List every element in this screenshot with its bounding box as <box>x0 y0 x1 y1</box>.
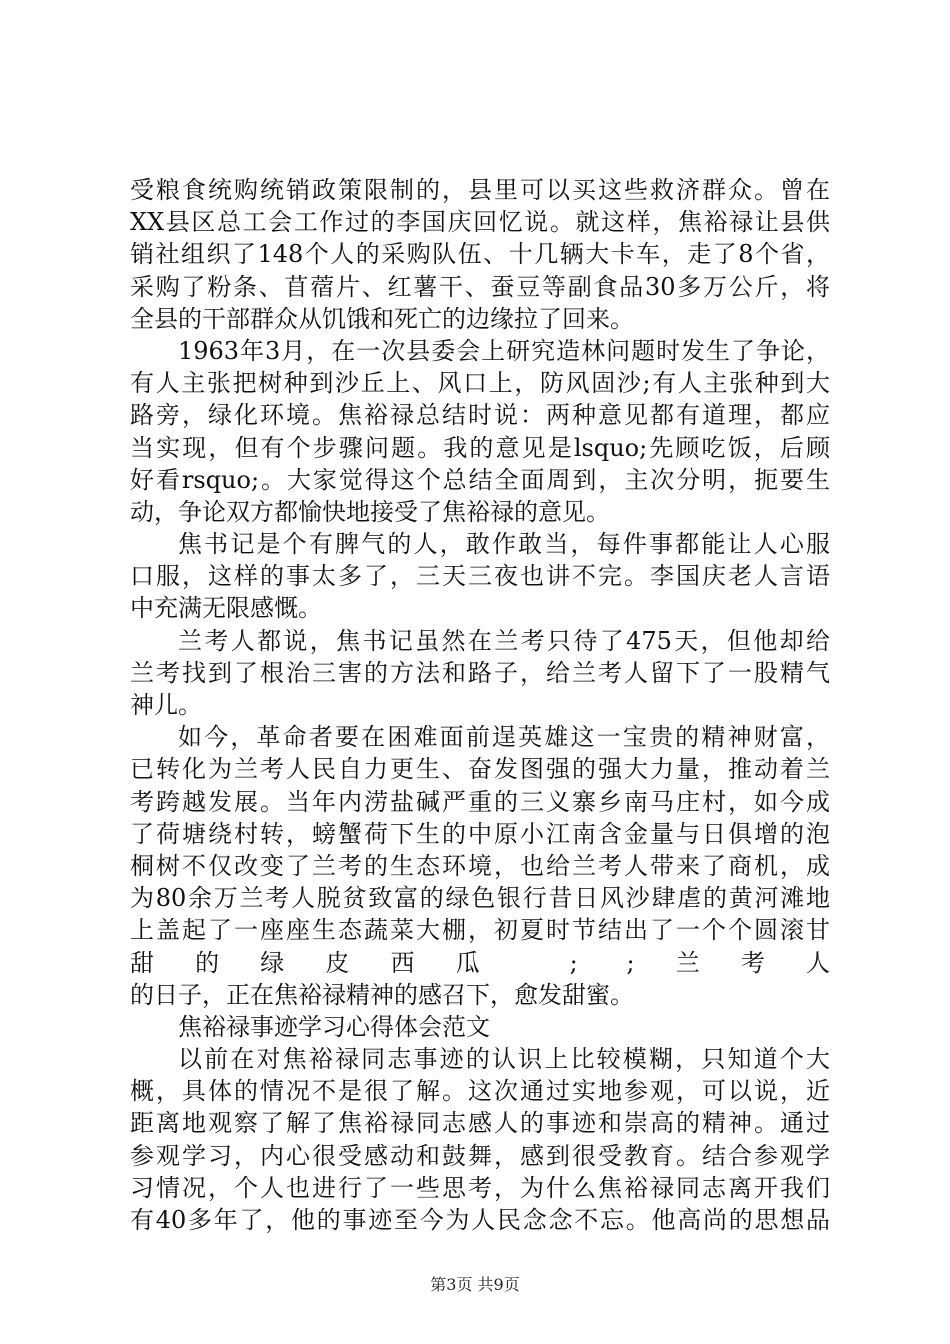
text-line: 考跨越发展。当年内涝盐碱严重的三义寨乡南马庄村，如今成 <box>130 787 830 816</box>
text-line: 兰考找到了根治三害的方法和路子，给兰考人留下了一股精气 <box>130 658 830 687</box>
text-line: 中充满无限感慨。 <box>130 594 322 623</box>
text-line: 路旁，绿化环境。焦裕禄总结时说：两种意见都有道理，都应 <box>130 401 830 430</box>
text-line: 有40多年了，他的事迹至今为人民念念不忘。他高尚的思想品 <box>130 1206 830 1234</box>
text-line: XX县区总工会工作过的李国庆回忆说。就这样，焦裕禄让县供 <box>130 208 830 237</box>
text-line: 桐树不仅改变了兰考的生态环境，也给兰考人带来了商机，成 <box>130 851 830 880</box>
text-line: 好看rsquo;。大家觉得这个总结全面周到，主次分明，扼要生 <box>130 465 830 494</box>
paragraph-first-line: 兰考人都说，焦书记虽然在兰考只待了475天，但他却给 <box>178 626 830 655</box>
text-line: 神儿。 <box>130 691 202 719</box>
text-line: 全县的干部群众从饥饿和死亡的边缘拉了回来。 <box>130 304 634 333</box>
text-line: 采购了粉条、苜蓿片、红薯干、蚕豆等副食品30多万公斤，将 <box>130 272 830 301</box>
page-number: 第3页 共9页 <box>430 1275 520 1294</box>
document-body <box>130 174 830 1236</box>
text-line: 当实现，但有个步骤问题。我的意见是lsquo;先顾吃饭，后顾 <box>130 433 830 462</box>
text-line: 了荷塘绕村转，螃蟹荷下生的中原小江南含金量与日俱增的泡 <box>130 819 830 848</box>
text-line: 口服，这样的事太多了，三天三夜也讲不完。李国庆老人言语 <box>130 562 830 591</box>
paragraph-first-line: 如今，革命者要在困难面前逞英雄这一宝贵的精神财富， <box>178 723 830 752</box>
text-line: 已转化为兰考人民自力更生、奋发图强的强大力量，推动着兰 <box>130 755 830 784</box>
text-line: 习情况，个人也进行了一些思考，为什么焦裕禄同志离开我们 <box>130 1173 830 1202</box>
text-line: 有人主张把树种到沙丘上、风口上，防风固沙;有人主张种到大 <box>130 369 830 398</box>
text-line: 受粮食统购统销政策限制的，县里可以买这些救济群众。曾在 <box>130 176 830 204</box>
paragraph-first-line: 焦书记是个有脾气的人，敢作敢当，每件事都能让人心服 <box>178 530 830 559</box>
text-line: 为80余万兰考人脱贫致富的绿色银行昔日风沙肆虐的黄河滩地 <box>130 884 830 913</box>
text-line: 参观学习，内心很受感动和鼓舞，感到很受教育。结合参观学 <box>130 1141 830 1170</box>
paragraph-first-line: 以前在对焦裕禄同志事迹的认识上比较模糊，只知道个大 <box>178 1045 830 1074</box>
text-line: 上盖起了一座座生态蔬菜大棚，初夏时节结出了一个个圆滚甘 <box>130 916 830 945</box>
section-heading: 焦裕禄事迹学习心得体会范文 <box>178 1012 490 1041</box>
paragraph-first-line: 1963年3月，在一次县委会上研究造林问题时发生了争论， <box>178 336 830 365</box>
text-line: 甜的绿皮西瓜 ; ;兰考人 <box>130 948 830 977</box>
text-line: 的日子，正在焦裕禄精神的感召下，愈发甜蜜。 <box>130 980 634 1009</box>
text-line: 销社组织了148个人的采购队伍、十几辆大卡车，走了8个省， <box>130 240 830 269</box>
text-line: 动，争论双方都愉快地接受了焦裕禄的意见。 <box>130 497 610 526</box>
text-line: 距离地观察了解了焦裕禄同志感人的事迹和崇高的精神。通过 <box>130 1109 830 1138</box>
text-line: 概，具体的情况不是很了解。这次通过实地参观，可以说，近 <box>130 1077 830 1106</box>
